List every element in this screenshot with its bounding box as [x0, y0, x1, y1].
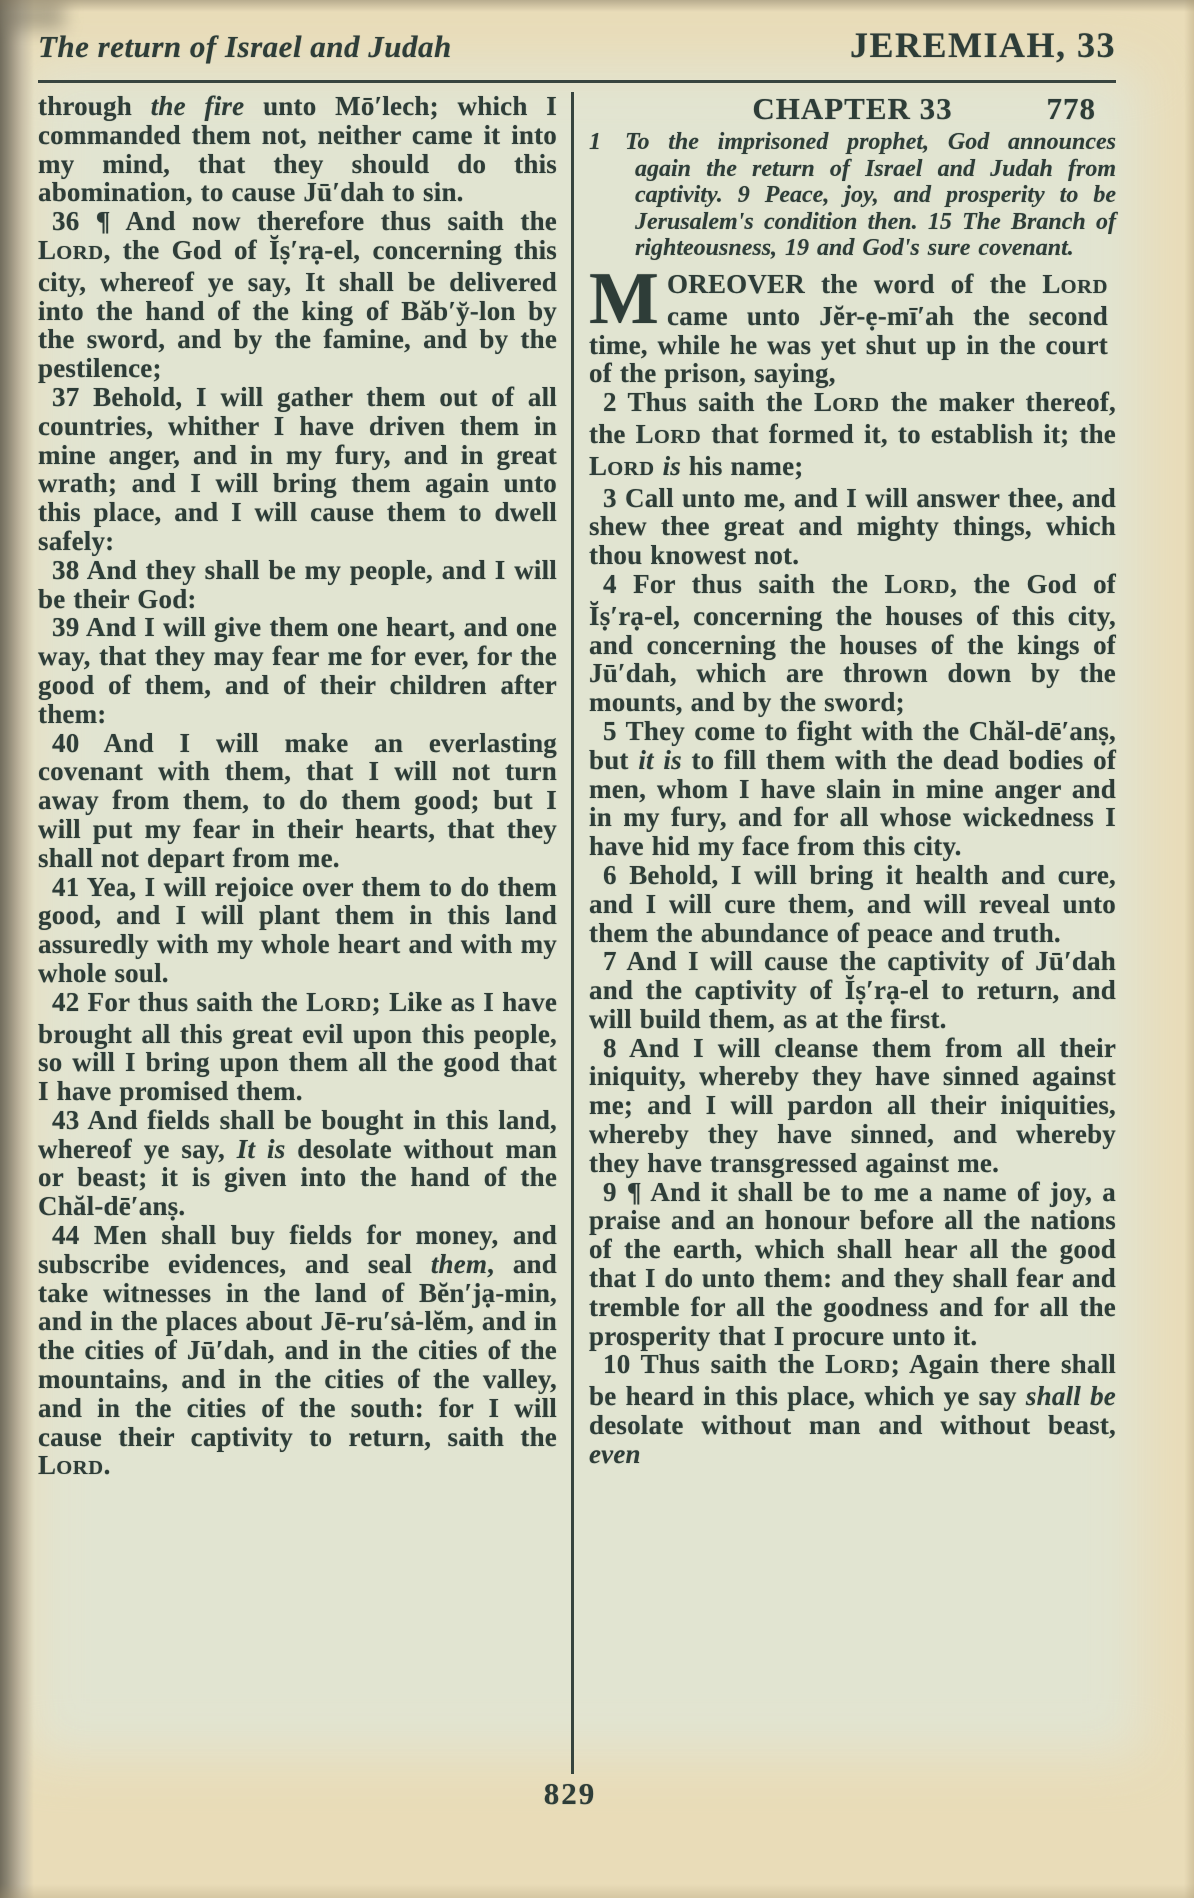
verse-paragraph: 37 Behold, I will gather them out of all countries, whither I have driven them in mine anger, and in my fury, and in great wrath; and I will bring them again unto this place, and I will cause them to dwell safely: — [38, 381, 557, 556]
drop-cap: M — [589, 257, 660, 340]
verse-paragraph: 44 Men shall buy fields for money, and subscribe evidences, and seal them, and take witnesses in the land of Bĕn′jạ-min, and in the places about Jē-ru′sȧ-lĕm, and in the cities of Jū′dah, and in the cities of the mountains, and in the cities of the valley, and in the cities of the south: for I will cause their captivity to return, saith the LORD. — [38, 1220, 557, 1481]
running-head-title: The return of Israel and Judah — [38, 29, 452, 64]
right-column-verses — [589, 257, 1117, 1469]
verse-paragraph: through the fire unto Mō′lech; which I commanded them not, neither came it into my mind, that they should do this abomination, to cause Jū′dah to sin. — [38, 92, 557, 208]
verse-paragraph: 42 For thus saith the LORD; Like as I have brought all this great evil upon this people, so will I bring upon them all the good that I have promised them. — [38, 986, 557, 1107]
chapter-summary: 1 To the imprisoned prophet, God announces again the return of Israel and Judah from captivity. 9 Peace, joy, and prosperity to be Jerusalem's condition then. 15 The Branch of righteousness, 19 and God's sure covenant. — [589, 129, 1116, 262]
page-right-edge — [1184, 0, 1194, 1898]
verse-paragraph: 7 And I will cause the captivity of Jū′dah and the captivity of Ĭṣ′rạ-el to return, and will build them, as at the first. — [589, 946, 1116, 1034]
verse-paragraph: 39 And I will give them one heart, and one way, that they may fear me for ever, for the good of them, and of their children after them: — [38, 612, 557, 729]
verse-paragraph: 9 ¶ And it shall be to me a name of joy, a praise and an honour before all the nations of the earth, which shall hear all the good that I do unto them: and they shall fear and tremble for all the goodness and for all the prosperity that I procure unto it. — [589, 1176, 1116, 1351]
verse-paragraph: 5 They come to fight with the Chăl-dē′anṣ, but it is to fill them with the dead bodies of men, whom I have slain in mine anger and in my fury, and for all whose wickedness I have hid my face from this city. — [589, 715, 1117, 862]
verse-paragraph: 6 Behold, I will bring it health and cure, and I will cure them, and will reveal unto them the abundance of peace and truth. — [589, 859, 1116, 948]
verse-paragraph: 3 Call unto me, and I will answer thee, and shew thee great and mighty things, which thou knowest not. — [589, 482, 1116, 571]
running-head — [38, 24, 1116, 66]
chapter-heading: CHAPTER 33 — [752, 92, 953, 126]
verse-paragraph: 36 ¶ And now therefore thus saith the LORD, the God of Ĭṣ′rạ-el, concerning this city, whereof ye say, It shall be delivered into the hand of the king of Băb′y̆-lon by the sword, and by the famine, and by the pestilence; — [38, 206, 557, 384]
verse-paragraph: 38 And they shall be my people, and I will be their God: — [38, 554, 557, 614]
header-rule — [38, 80, 1116, 83]
verse-paragraph: 10 Thus saith the LORD; Again there shall be heard in this place, which ye say shall be desolate without man and without beast, even — [589, 1349, 1116, 1469]
page-bottom-edge — [0, 1884, 1194, 1898]
verse-paragraph: 40 And I will make an everlasting covenant with them, that I will not turn away from them, to do them good; but I will put my fear in their hearts, that they shall not depart from me. — [38, 727, 557, 873]
text-columns — [30, 92, 1158, 1774]
page-number: 829 — [543, 1776, 597, 1811]
verse-paragraph: 41 Yea, I will rejoice over them to do them good, and I will plant them in this land assuredly with my whole heart and with my whole soul. — [38, 871, 557, 988]
page-top-edge — [0, 0, 1194, 12]
chapter-page-ref: 778 — [1046, 92, 1096, 126]
right-column — [574, 92, 1158, 1774]
left-column — [30, 92, 574, 1774]
verse-paragraph: 8 And I will cleanse them from all their iniquity, whereby they have sinned against me; and I will pardon all their iniquities, whereby they have sinned, and whereby they have transgressed against me. — [589, 1032, 1116, 1178]
verse-paragraph: MOREOVER the word of the LORD came unto Jĕr-ẹ-mī′ah the second time, while he was yet shut up in the court of the prison, saying, — [589, 257, 1108, 389]
verse-paragraph: 4 For thus saith the LORD, the God of Ĭṣ′rạ-el, concerning the houses of this city, and concerning the houses of the kings of Jū′dah, which are thrown down by the mounts, and by the sword; — [589, 568, 1116, 718]
running-head-book-chapter: JEREMIAH, 33 — [849, 25, 1116, 65]
verse-paragraph: 43 And fields shall be bought in this land, whereof ye say, It is desolate without man or beast; it is given into the hand of the Chăl-dē′anṣ. — [38, 1104, 557, 1222]
book-gutter-edge — [0, 0, 34, 1898]
chapter-heading-line — [589, 92, 1116, 126]
verse-paragraph: 2 Thus saith the LORD the maker thereof, the LORD that formed it, to establish it; the LORD is his name; — [589, 387, 1116, 481]
